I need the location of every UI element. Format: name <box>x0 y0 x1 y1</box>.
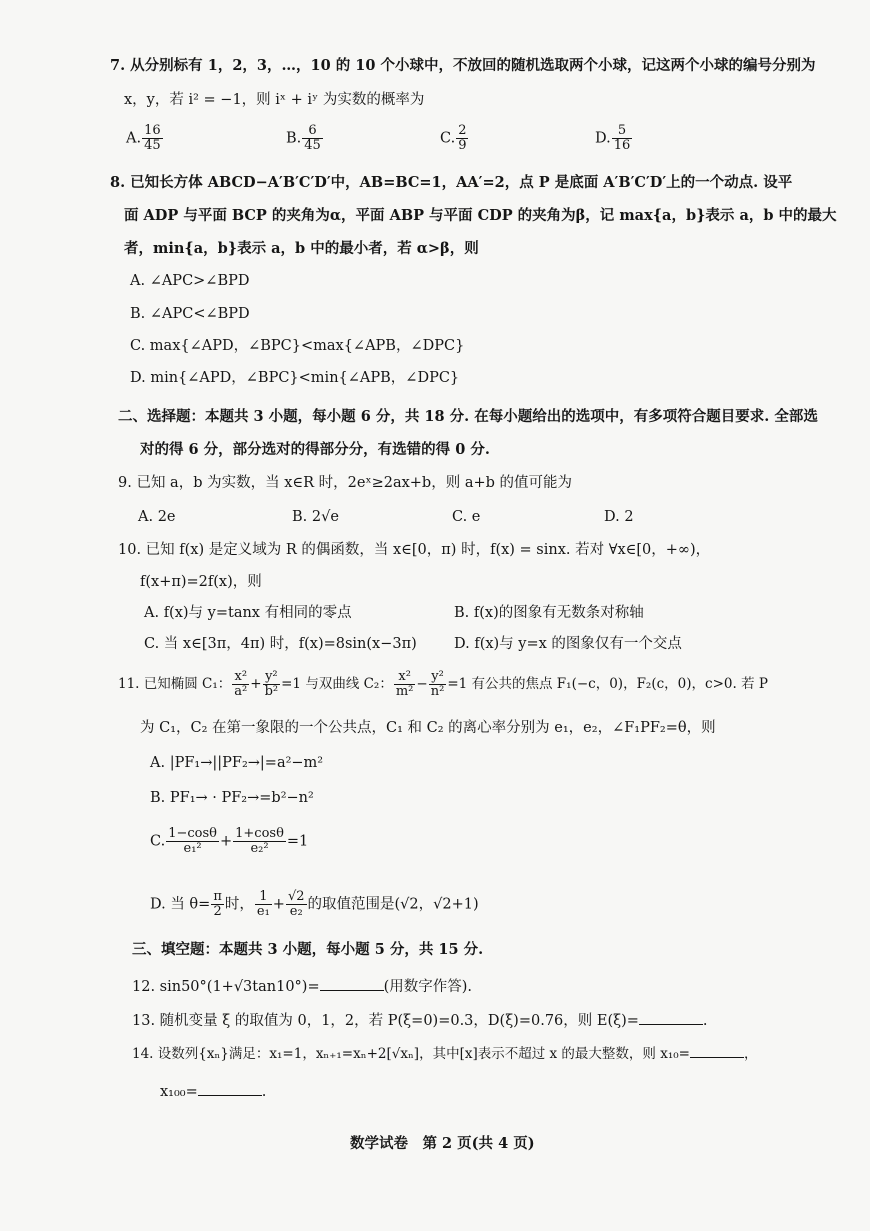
q9-option-d: D. 2 <box>604 509 634 525</box>
q11-frac-y2-b2 <box>263 670 281 699</box>
q11-frac4-num: y² <box>429 670 447 685</box>
q7-option-a-den: 45 <box>144 138 161 153</box>
q13-text: 13. 随机变量 ξ 的取值为 0，1，2，若 P(ξ=0)=0.3，D(ξ)=0.76，则 E(ξ)= <box>132 1013 639 1029</box>
q11-option-d-frac1 <box>255 890 272 919</box>
section3-line1: 三、填空题：本题共 3 小题，每小题 5 分，共 15 分. <box>132 941 484 958</box>
q7-option-c <box>440 124 469 153</box>
q7-option-d-den: 16 <box>613 138 631 153</box>
q11-prefix: 11. 已知椭圆 C₁： <box>118 676 232 692</box>
q9-line1: 9. 已知 a，b 为实数，当 x∈R 时，2eˣ≥2ax+b，则 a+b 的值可能为 <box>118 475 573 491</box>
q11-option-c-letter: C. <box>150 833 166 850</box>
section2-line1: 二、选择题：本题共 3 小题，每小题 6 分，共 18 分. 在每小题给出的选项中，有多项符合题目要求. 全部选 <box>118 408 818 425</box>
section2-line2: 对的得 6 分，部分选对的得部分分，有选错的得 0 分. <box>140 441 490 458</box>
q7-line1: 7. 从分别标有 1，2，3，…，10 的 10 个小球中，不放回的随机选取两个小球，记这两个小球的编号分别为 <box>110 57 816 74</box>
q11-frac1-num: x² <box>232 670 249 685</box>
q10-option-b: B. f(x)的图象有无数条对称轴 <box>454 605 644 621</box>
q10-option-a: A. f(x)与 y=tanx 有相同的零点 <box>144 605 352 621</box>
q14-line1 <box>132 1043 757 1064</box>
q11-option-c-den2: e₂² <box>250 841 269 856</box>
q7-option-b <box>286 124 324 153</box>
q11-option-d-plus: + <box>272 896 285 913</box>
q7-option-c-den: 9 <box>458 138 467 153</box>
q11-frac4-den: n² <box>430 684 445 699</box>
q7-option-b-fraction <box>302 124 323 153</box>
q11-option-c-plus: + <box>219 833 233 850</box>
q11-option-b: B. PF₁→ · PF₂→=b²−n² <box>150 790 314 806</box>
q8-line3: 者，min{a，b}表示 a，b 中的最小者，若 α>β，则 <box>124 240 479 257</box>
q14-text: 14. 设数列{xₙ}满足：x₁=1，xₙ₊₁=xₙ+2[√xₙ]，其中[x]表示不超过 x 的最大整数，则 x₁₀= <box>132 1046 690 1062</box>
q11-frac-x2-a2 <box>232 670 249 699</box>
q13-line <box>132 1010 708 1031</box>
q11-frac2-num: y² <box>263 670 281 685</box>
q7-option-b-num: 6 <box>302 124 323 139</box>
q7-option-b-den: 45 <box>304 138 321 153</box>
q14-tail2: . <box>261 1084 267 1100</box>
q11-option-d-den1: e₁ <box>256 904 270 919</box>
q7-option-c-letter: C. <box>440 130 456 147</box>
q11-option-c-frac1 <box>166 827 219 856</box>
q11-option-d-num1: 1 <box>255 890 272 905</box>
q11-option-d-num2: √2 <box>287 889 305 904</box>
q11-option-d-den2: e₂ <box>289 904 303 919</box>
q11-frac3-den: m² <box>395 684 414 699</box>
q7-option-d-fraction <box>612 124 633 153</box>
q11-line2: 为 C₁，C₂ 在第一象限的一个公共点，C₁ 和 C₂ 的离心率分别为 e₁，e₂，∠F₁PF₂=θ，则 <box>140 720 716 736</box>
q7-option-a-num: 16 <box>144 123 161 138</box>
q11-frac3-num: x² <box>394 670 416 685</box>
q11-option-d-frac2 <box>286 890 307 919</box>
q11-line1 <box>118 670 768 699</box>
q11-option-c-num2: 1+cosθ <box>235 826 284 841</box>
q7-option-d-num: 5 <box>612 124 633 139</box>
q7-line2: x，y，若 i² = −1，则 iˣ + iʸ 为实数的概率为 <box>124 92 425 108</box>
q12-tail: (用数字作答). <box>383 979 473 995</box>
q11-frac-y2-n2 <box>429 670 447 699</box>
q10-line2: f(x+π)=2f(x)，则 <box>140 574 262 590</box>
q7-option-a <box>126 124 164 153</box>
q11-option-d-num0: π <box>213 889 222 904</box>
q7-option-c-num: 2 <box>458 123 467 138</box>
q7-option-a-fraction <box>142 124 163 153</box>
q9-option-a: A. 2e <box>138 509 176 525</box>
q12-line <box>132 976 472 997</box>
q11-option-d <box>150 890 479 919</box>
q11-option-c-tail: =1 <box>286 833 309 850</box>
q11-mid: =1 与双曲线 C₂： <box>281 676 393 692</box>
q14-x100-label: x₁₀₀= <box>160 1084 198 1100</box>
q11-option-c-num1: 1−cosθ <box>168 826 217 841</box>
q11-frac2-den: b² <box>264 684 279 699</box>
q14-answer-blank-1 <box>690 1043 744 1058</box>
q8-option-b: B. ∠APC<∠BPD <box>130 306 250 322</box>
q8-option-c: C. max{∠APD，∠BPC}<max{∠APB，∠DPC} <box>130 338 465 354</box>
q10-line1: 10. 已知 f(x) 是定义域为 R 的偶函数，当 x∈[0，π) 时，f(x) = sinx. 若对 ∀x∈[0，+∞)， <box>118 542 711 558</box>
q9-option-c: C. e <box>452 509 481 525</box>
q8-line1: 8. 已知长方体 ABCD−A′B′C′D′中，AB=BC=1，AA′=2，点 P 是底面 A′B′C′D′上的一个动点. 设平 <box>110 174 793 191</box>
q11-frac1-den: a² <box>234 684 248 699</box>
q11-option-d-tail: 的取值范围是(√2，√2+1) <box>307 896 479 913</box>
q11-frac-x2-m2 <box>394 670 416 699</box>
q7-option-c-fraction <box>456 124 468 153</box>
q14-line2 <box>160 1081 266 1102</box>
q8-option-d: D. min{∠APD，∠BPC}<min{∠APB，∠DPC} <box>130 370 460 386</box>
q8-option-a: A. ∠APC>∠BPD <box>130 273 250 289</box>
q10-option-d: D. f(x)与 y=x 的图象仅有一个交点 <box>454 636 682 652</box>
q7-option-d <box>595 124 633 153</box>
q9-option-b: B. 2√e <box>292 509 339 525</box>
q11-option-d-letter: D. 当 θ= <box>150 896 211 913</box>
q7-option-d-letter: D. <box>595 130 611 147</box>
q11-option-d-mid: 时， <box>224 896 254 913</box>
q13-tail: . <box>702 1013 708 1029</box>
q12-text: 12. sin50°(1+√3tan10°)= <box>132 979 320 995</box>
q7-option-b-letter: B. <box>286 130 302 147</box>
q12-answer-blank <box>320 976 384 991</box>
q11-option-c <box>150 827 308 856</box>
q10-option-c: C. 当 x∈[3π，4π) 时，f(x)=8sin(x−3π) <box>144 636 417 652</box>
q13-answer-blank <box>639 1010 703 1025</box>
q8-line2: 面 ADP 与平面 BCP 的夹角为α，平面 ABP 与平面 CDP 的夹角为β，记 max{a，b}表示 a，b 中的最大 <box>124 207 837 224</box>
page-footer: 数学试卷 第 2 页(共 4 页) <box>350 1135 535 1152</box>
q7-option-a-letter: A. <box>126 130 142 147</box>
q11-plus: + <box>250 676 262 692</box>
q14-answer-blank-2 <box>198 1081 262 1096</box>
q14-tail: ， <box>743 1046 758 1062</box>
q11-option-c-den1: e₁² <box>183 841 202 856</box>
q11-option-c-frac2 <box>233 827 286 856</box>
q11-suffix: =1 有公共的焦点 F₁(−c，0)，F₂(c，0)，c>0. 若 P <box>447 676 768 692</box>
q11-option-d-den0: 2 <box>213 904 222 919</box>
q11-minus: − <box>416 676 428 692</box>
q11-option-a: A. |PF₁→||PF₂→|=a²−m² <box>150 755 324 771</box>
q11-option-d-frac0 <box>211 890 224 919</box>
